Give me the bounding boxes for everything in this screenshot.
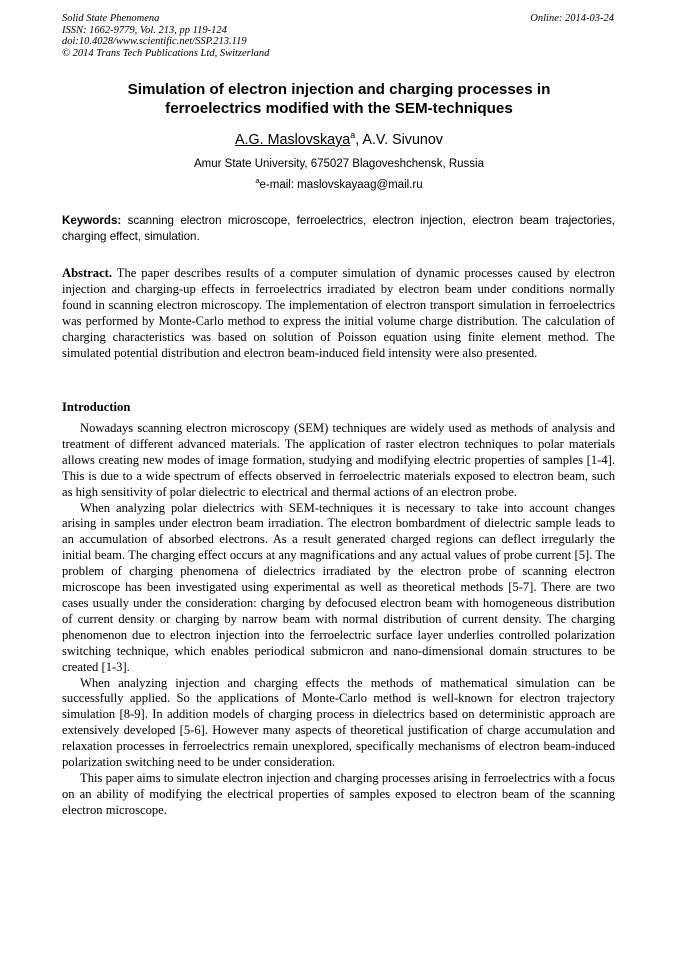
journal-header — [62, 13, 269, 59]
paper-title-line-1: Simulation of electron injection and charging processes in — [127, 81, 551, 98]
journal-issn: ISSN: 1662-9779, Vol. 213, pp 119-124 — [62, 24, 227, 36]
author-email — [62, 178, 616, 192]
introduction-body — [62, 421, 615, 819]
abstract-text: The paper describes results of a computer simulation of dynamic processes caused by electron injection and charging-up effects in ferroelectrics irradiated by electron beam under conditions normally found in scanning electron microscopy. The implementation of electron transport simulation in ferroelectrics was performed by Monte-Carlo method to express the initial volume charge distribution. The calculation of charging characteristics was based on solution of Poisson equation using finite element method. The simulated potential distribution and electron beam-induced field intensity were also presented. — [62, 266, 615, 360]
paragraph: When analyzing injection and charging effects the methods of mathematical simulation can be successfully applied. So the applications of Monte-Carlo method is well-known for electron trajectory simulation [8-9]. In addition models of charging process in dielectrics based on deterministic approach are extensively developed [5-6]. However many aspects of theoretical justification of charge accumulation and relaxation processes in ferroelectrics remain unexplored, specifically mechanisms of electron beam-induced polarization switching need to be under consideration. — [62, 675, 615, 770]
online-date: Online: 2014-03-24 — [530, 13, 614, 24]
journal-copyright: © 2014 Trans Tech Publications Ltd, Switzerland — [62, 47, 270, 59]
author-separator: , — [355, 132, 360, 148]
keywords-section — [62, 213, 615, 245]
affiliation: Amur State University, 675027 Blagoveshchensk, Russia — [194, 158, 484, 170]
keywords-label: Keywords: — [62, 214, 122, 227]
abstract-section — [62, 266, 615, 361]
author-second: A.V. Sivunov — [359, 132, 443, 148]
paper-title-line-2: ferroelectrics modified with the SEM-techniques — [165, 100, 513, 117]
email-affiliation-mark: a — [255, 176, 260, 185]
journal-name: Solid State Phenomena — [62, 13, 160, 24]
author-list — [62, 131, 616, 149]
paper-title — [62, 80, 616, 118]
journal-doi[interactable]: doi:10.4028/www.scientific.net/SSP.213.119 — [62, 36, 247, 47]
email-address[interactable]: e-mail: maslovskayaag@mail.ru — [259, 179, 423, 191]
paragraph: When analyzing polar dielectrics with SEM-techniques it is necessary to take into account changes arising in samples under electron beam irradiation. The electron bombardment of dielectric sample leads to an accumulation of absorbed electrons. As a result generated charged regions can deflect irregularly the initial beam. The charging effect occurs at any magnifications and any actual values of probe current [5]. The problem of charging phenomena of dielectrics irradiated by the electron probe of scanning electron microscope has been investigated using experimental as well as theoretical methods [5-7]. There are two cases usually under the consideration: charging by defocused electron beam with homogeneous distribution of current density or charging by narrow beam with normal distribution of current density. The charging phenomenon due to electron injection into the ferroelectric surface layer underlies controlled polarization switching technique, which enables periodical submicron and nano-dimensional domain structures to be created [1-3]. — [62, 500, 615, 674]
paragraph: Nowadays scanning electron microscopy (SEM) techniques are widely used as methods of analysis and treatment of different advanced materials. The application of raster electron techniques to polar materials allows creating new modes of image formation, studying and modifying electric properties of samples [1-4]. This is due to a wide spectrum of effects observed in ferroelectric materials exposed to electron beam, such as high sensitivity of polar dielectric to electrical and thermal actions of an electron probe. — [62, 421, 615, 499]
abstract-label: Abstract. — [62, 266, 113, 280]
author-first-affiliation-mark: a — [350, 130, 356, 140]
keywords-text: scanning electron microscope, ferroelectrics, electron injection, electron beam trajectories, charging effect, simulation. — [62, 214, 615, 243]
paragraph: This paper aims to simulate electron injection and charging processes arising in ferroelectrics with a focus on an ability of modifying the electrical properties of samples exposed to electron beam of the scanning electron microscope. — [62, 770, 615, 817]
author-first: A.G. Maslovskaya — [235, 132, 351, 148]
section-heading-introduction: Introduction — [62, 400, 131, 414]
